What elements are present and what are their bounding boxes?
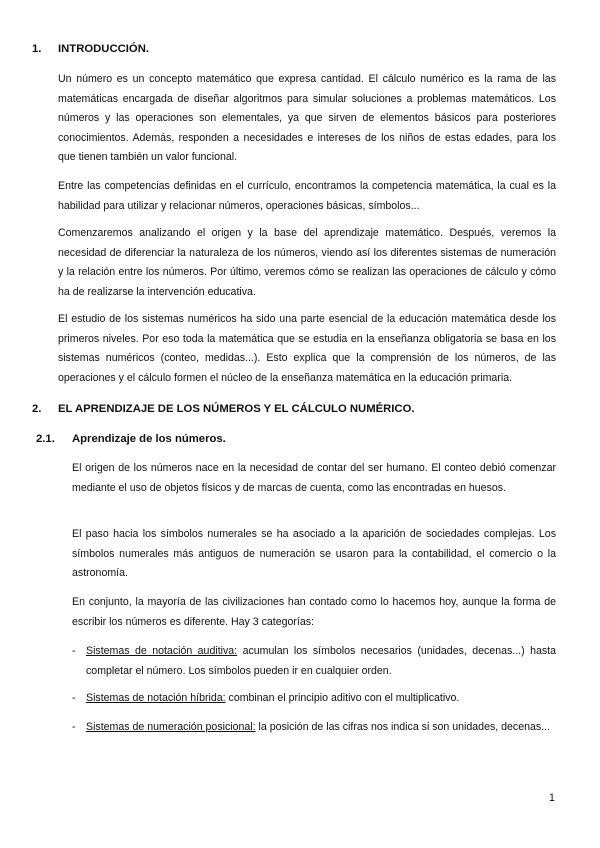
intro-paragraph-1: Un número es un concepto matemático que expresa cantidad. El cálculo numérico es la rama de las matemáticas encargada de diseñar algoritmos para simular soluciones a problemas matemáticos. Los números y las operaciones son elementales, ya que sirven de elementos básicos para posteriores conocimientos. Además, responden a necesidades e intereses de los niños de estas edades, para los que tienen también un valor funcional. [58, 73, 556, 164]
section-2-1-number: 2.1. [36, 433, 55, 445]
numbers-paragraph-3: En conjunto, la mayoría de las civilizaciones han contado como lo hacemos hoy, aunque la forma de escribir los números es diferente. Hay 3 categorías: [72, 596, 556, 628]
intro-paragraph-3: Comenzaremos analizando el origen y la base del aprendizaje matemático. Después, veremos la necesidad de diferenciar la naturaleza de los números, viendo así los diferentes sistemas de numeración y la relación entre los números. Por último, veremos cómo se realizan las operaciones de cálculo y cómo ha de realizarse la intervención educativa. [58, 227, 556, 298]
list-item-term: Sistemas de notación híbrida: [86, 692, 226, 704]
intro-paragraph-2: Entre las competencias definidas en el currículo, encontramos la competencia matemática, la cual es la habilidad para utilizar y relacionar números, operaciones básicas, símbolos... [58, 180, 556, 212]
page-number: 1 [549, 792, 555, 804]
section-1-number: 1. [32, 43, 42, 55]
section-2-heading [32, 402, 415, 416]
section-1-heading [32, 42, 149, 56]
bullet-dash: - [72, 645, 76, 657]
section-2-1-heading [36, 432, 226, 446]
bullet-dash: - [72, 692, 76, 704]
list-item-description: acumulan los símbolos necesarios (unidades, decenas...) hasta completar el número. Los símbolos pueden ir en cualquier orden. [86, 645, 556, 677]
list-item-text [86, 642, 556, 681]
section-2-1-title: Aprendizaje de los números. [72, 433, 226, 445]
list-item-term: Sistemas de numeración posicional: [86, 721, 256, 733]
section-2-title: EL APRENDIZAJE DE LOS NÚMEROS Y EL CÁLCULO NUMÉRICO. [58, 403, 415, 415]
numbers-paragraph-1: El origen de los números nace en la necesidad de contar del ser humano. El conteo debió comenzar mediante el uso de objetos físicos y de marcas de cuenta, como las encontradas en huesos. [72, 462, 556, 494]
list-item-text [86, 689, 556, 709]
list-item [72, 718, 556, 738]
intro-paragraph-4: El estudio de los sistemas numéricos ha sido una parte esencial de la educación matemática desde los primeros niveles. Por eso toda la matemática que se estudia en la enseñanza obligatoria se basa en los sistemas numéricos (conteo, medidas...). Esto explica que la comprensión de los números, de las operaciones y el cálculo formen el núcleo de la enseñanza matemática en la educación primaria. [58, 313, 556, 384]
list-item-text [86, 718, 556, 738]
list-item [72, 642, 556, 681]
section-1-title: INTRODUCCIÓN. [58, 43, 149, 55]
list-item [72, 689, 556, 709]
section-2-number: 2. [32, 403, 42, 415]
list-item-term: Sistemas de notación auditiva: [86, 645, 238, 657]
list-item-description: la posición de las cifras nos indica si son unidades, decenas... [255, 721, 551, 733]
list-item-description: combinan el principio aditivo con el multiplicativo. [225, 692, 460, 704]
numbers-paragraph-2: El paso hacia los símbolos numerales se ha asociado a la aparición de sociedades complejas. Los símbolos numerales más antiguos de numeración se usaron para la contabilidad, el comercio o la astronomía. [72, 528, 556, 580]
bullet-dash: - [72, 721, 76, 733]
